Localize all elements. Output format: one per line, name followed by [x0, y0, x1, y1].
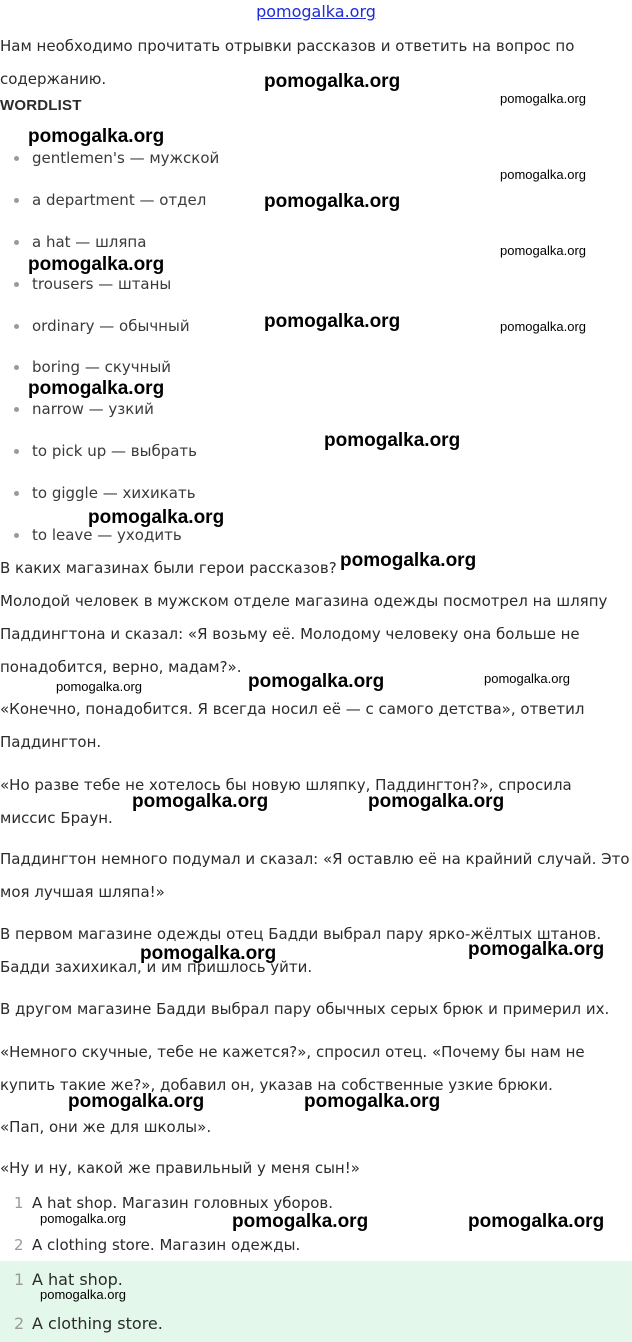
watermark: pomogalka.org	[28, 126, 165, 147]
wordlist-item	[14, 400, 154, 418]
bullet-icon	[14, 491, 19, 496]
watermark: pomogalka.org	[304, 1091, 441, 1112]
wordlist-item-text: to pick up — выбрать	[32, 442, 198, 460]
header-link[interactable]: pomogalka.org	[256, 2, 376, 21]
bullet-icon	[14, 156, 19, 161]
watermark: pomogalka.org	[264, 191, 401, 212]
wordlist-item-text: a department — отдел	[32, 191, 207, 209]
wordlist-item-text: narrow — узкий	[32, 400, 154, 418]
answer-number: 1	[14, 1270, 25, 1289]
story-paragraph: «Конечно, понадобится. Я всегда носил её — с самого детства», ответил Паддингтон.	[0, 700, 585, 751]
bullet-icon	[14, 533, 19, 538]
watermark: pomogalka.org	[140, 943, 277, 964]
option-text: A hat shop. Магазин головных уборов.	[32, 1194, 334, 1212]
bullet-icon	[14, 449, 19, 454]
bullet-icon	[14, 324, 19, 329]
option-item	[14, 1194, 333, 1212]
watermark: pomogalka.org	[28, 254, 165, 275]
story-paragraph: «Пап, они же для школы».	[0, 1118, 212, 1136]
watermark: pomogalka.org	[340, 550, 477, 571]
story-paragraph: Паддингтон немного подумал и сказал: «Я оставлю её на крайний случай. Это моя лучшая шляпа!»	[0, 850, 630, 901]
watermark: pomogalka.org	[468, 1211, 605, 1232]
option-text: A clothing store. Магазин одежды.	[32, 1236, 301, 1254]
wordlist-item-text: boring — скучный	[32, 358, 172, 376]
wordlist-item	[14, 442, 197, 460]
wordlist-item-text: to giggle — хихикать	[32, 484, 196, 502]
intro-text: Нам необходимо прочитать отрывки рассказов и ответить на вопрос по содержанию.	[0, 37, 575, 88]
watermark: pomogalka.org	[324, 430, 461, 451]
story-paragraph: Молодой человек в мужском отделе магазина одежды посмотрел на шляпу Паддингтона и сказал: «Я возьму её. Молодому человеку она больше не понадобится, верно, мадам?».	[0, 592, 608, 676]
wordlist-item	[14, 317, 190, 335]
watermark: pomogalka.org	[484, 671, 570, 686]
watermark: pomogalka.org	[68, 1091, 205, 1112]
watermark: pomogalka.org	[500, 319, 586, 334]
wordlist-item	[14, 233, 146, 251]
bullet-icon	[14, 240, 19, 245]
watermark: pomogalka.org	[40, 1211, 126, 1226]
bullet-icon	[14, 365, 19, 370]
watermark: pomogalka.org	[88, 507, 225, 528]
bullet-icon	[14, 282, 19, 287]
watermark: pomogalka.org	[56, 679, 142, 694]
answer-text: A hat shop.	[32, 1270, 123, 1289]
story-paragraph: «Но разве тебе не хотелось бы новую шляпку, Паддингтон?», спросила миссис Браун.	[0, 776, 572, 827]
story-paragraph: «Ну и ну, какой же правильный у меня сын!»	[0, 1159, 360, 1177]
story-paragraph: В первом магазине одежды отец Бадди выбрал пару ярко-жёлтых штанов. Бадди захихикал, и им пришлось уйти.	[0, 925, 602, 976]
wordlist-item-text: to leave — уходить	[32, 526, 182, 544]
wordlist-item	[14, 149, 219, 167]
watermark: pomogalka.org	[132, 791, 269, 812]
watermark: pomogalka.org	[248, 671, 385, 692]
watermark: pomogalka.org	[40, 1287, 126, 1302]
question-text: В каких магазинах были герои рассказов?	[0, 559, 337, 577]
wordlist-item	[14, 484, 196, 502]
story-paragraph: «Немного скучные, тебе не кажется?», спросил отец. «Почему бы нам не купить такие же?», добавил он, указав на собственные узкие брюки.	[0, 1043, 585, 1094]
story-paragraph: В другом магазине Бадди выбрал пару обычных серых брюк и примерил их.	[0, 1000, 610, 1018]
wordlist-item-text: gentlemen's — мужской	[32, 149, 220, 167]
bullet-icon	[14, 407, 19, 412]
watermark: pomogalka.org	[232, 1211, 369, 1232]
watermark: pomogalka.org	[264, 71, 401, 92]
watermark: pomogalka.org	[500, 167, 586, 182]
option-item	[14, 1236, 300, 1254]
wordlist-item	[14, 358, 171, 376]
watermark: pomogalka.org	[264, 311, 401, 332]
wordlist-item-text: a hat — шляпа	[32, 233, 147, 251]
wordlist-item	[14, 275, 171, 293]
watermark: pomogalka.org	[368, 791, 505, 812]
wordlist-title: WORDLIST	[0, 97, 82, 114]
option-number: 1	[14, 1194, 24, 1212]
wordlist-item-text: ordinary — обычный	[32, 317, 190, 335]
wordlist-item	[14, 191, 206, 209]
answer-text: A clothing store.	[32, 1314, 163, 1333]
watermark: pomogalka.org	[28, 378, 165, 399]
option-number: 2	[14, 1236, 24, 1254]
bullet-icon	[14, 198, 19, 203]
watermark: pomogalka.org	[500, 243, 586, 258]
watermark: pomogalka.org	[468, 939, 605, 960]
watermark: pomogalka.org	[500, 91, 586, 106]
wordlist-item-text: trousers — штаны	[32, 275, 172, 293]
answer-number: 2	[14, 1314, 25, 1333]
answer-item	[14, 1314, 163, 1333]
